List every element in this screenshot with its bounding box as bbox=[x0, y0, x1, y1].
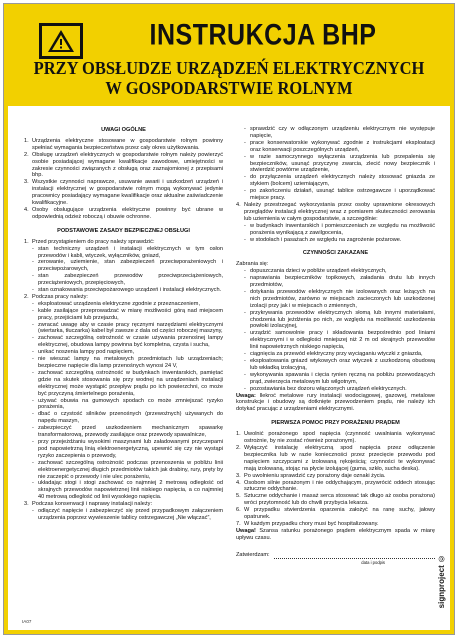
general-remarks-list bbox=[24, 138, 223, 221]
sign-header bbox=[8, 8, 450, 106]
note-text: Ilekroć metalowe rury instalacji wodociągowej, gazowej, metalowe konstrukcje i obudowy są dotknięte przewodzeniem prądu, nie należy ich dotykać pracując z urządzeniami elektrycznymi. bbox=[236, 392, 435, 413]
first-aid-list bbox=[236, 431, 435, 528]
dash-bullet: - bbox=[32, 307, 34, 314]
dash-bullet: - bbox=[244, 371, 246, 378]
numbered-item bbox=[236, 507, 435, 521]
final-note-text: Szansa ratunku porażonego prądem elektrycznym spada w miarę upływu czasu. bbox=[236, 527, 435, 541]
product-code: IA07 bbox=[22, 619, 32, 624]
item-number: 1. bbox=[24, 137, 29, 144]
first-aid-heading: PIERWSZA POMOC PRZY PORAŻENIU PRĄDEM bbox=[271, 420, 400, 427]
sub-item-text: zachować szczególną ostrożność w czasie używania przenośnej lampy elektrycznej, obudowa lampy powinna być kompletna, czysta i sucha, bbox=[38, 335, 223, 349]
basic-rules-list bbox=[24, 239, 223, 522]
inspection-item bbox=[236, 202, 435, 243]
sub-item-text: po zakończeniu działań, usunąć tablice ostrzegawcze i uporządkować miejsce pracy. bbox=[250, 188, 435, 202]
numbered-item bbox=[24, 294, 223, 301]
sub-item-text: kable zasilające przeprowadzać w miarę możliwości górą nad miejscem pracy, przejściami lub przejazdu, bbox=[38, 307, 223, 321]
item-text: Po uwolnieniu sprawdzić czy porażony daje oznaki życia. bbox=[244, 472, 386, 479]
item-number: 2. bbox=[236, 444, 241, 451]
sub-item bbox=[236, 154, 435, 175]
sub-item bbox=[236, 237, 435, 244]
dash-bullet: - bbox=[32, 508, 34, 515]
dash-bullet: - bbox=[32, 411, 34, 418]
sub-item-text: zabezpieczyć przed uszkodzeniem mechanicznym spawarkę transformatorową, przewody zasilające oraz przewody spawalnicze, bbox=[38, 425, 223, 439]
numbered-item bbox=[24, 138, 223, 152]
dash-bullet: - bbox=[244, 268, 246, 275]
dash-bullet: - bbox=[32, 259, 34, 266]
item-text: Obsługę urządzeń elektrycznych w gospodarstwie rolnym należy powierzyć osobie posiadającej wymagane kwalifikacje zawodowe, umiejętności w zakresie czynności związanych z obsługą oraz zaznajomionej z przepisami bhp. bbox=[32, 151, 223, 179]
sub-item-text: stan zabezpieczeń przewodów przeciwprzeciążeniowych, przeciążeniowych, przepięciowych, bbox=[38, 273, 223, 287]
sign-body bbox=[8, 106, 450, 608]
dash-bullet: - bbox=[244, 288, 246, 295]
sub-item bbox=[24, 322, 223, 336]
sub-item-text: zachować szczególną ostrożność w budynkach inwentarskich, pamiętać gdzie na skutek stosowania się przy wodnej na urządzeniach instalacji elektrycznej może wystąpić przepływ prądu po ich powierzchni, co może być przyczyną śmiertelnego porażenia, bbox=[38, 369, 223, 397]
numbered-item bbox=[236, 445, 435, 473]
signature-row bbox=[236, 552, 435, 559]
sub-item-text: dbać o czystość silników przenośnych (przewoźnych) używanych do napędu maszyn, bbox=[38, 411, 223, 425]
sub-item bbox=[24, 301, 223, 308]
numbered-item bbox=[24, 207, 223, 221]
sub-item bbox=[236, 386, 435, 393]
item-text: Należy przestrzegać wykorzystania przez osoby uprawnione okresowych przeglądów instalacji elektrycznej wraz z pomiarem skuteczności zerowania lub uziemienia w całym gospodarstwie, a szczególnie: bbox=[244, 201, 435, 222]
sub-item-text: zwracać uwagę aby w czasie pracy ręcznymi narzędziami elektrycznymi (wiertarka, tłuczarka) kabel był zawsze z dala od części roboczej maszyny, bbox=[38, 321, 223, 335]
item-text: Podczas pracy należy: bbox=[32, 293, 88, 300]
item-text: Wszystkie czynności naprawcze, usuwanie awarii i uszkodzeń urządzeń i instalacji elektrycznej w gospodarstwie rolnym mogą wykonywać jedynie pracownicy posiadający wymagane kwalifikacje oraz aktualne zaświadczenie kwalifikacyjne. bbox=[32, 179, 223, 207]
item-number: 7. bbox=[236, 520, 241, 527]
forbidden-intro: Zabrania się: bbox=[236, 261, 269, 268]
sub-item bbox=[24, 259, 223, 273]
item-number: 5. bbox=[236, 493, 241, 500]
sub-item-text: zerowanie, uziemienie, stan zabezpieczeń przeciwporażeniowych i przeciwpożarowych, bbox=[38, 259, 223, 273]
sub-item bbox=[236, 174, 435, 188]
sub-item-text: w budynkach inwentarskich i pomieszczeniach ze względu na możliwość porażenia wynikającą z zawilgocenia, bbox=[250, 222, 435, 236]
item-number: 3. bbox=[24, 501, 29, 508]
dash-bullet: - bbox=[32, 300, 34, 307]
sub-item bbox=[236, 351, 435, 358]
sub-item-text: naprawiania bezpieczników topikowych, załadania drutu lub innych przedmiotów, bbox=[250, 275, 435, 289]
final-note-label: Uwaga! bbox=[236, 527, 256, 534]
dash-bullet: - bbox=[244, 188, 246, 195]
dash-bullet: - bbox=[32, 335, 34, 342]
forbidden-actions-heading: CZYNNOŚCI ZAKAZANE bbox=[302, 250, 369, 257]
sub-item-text: używać obuwia na gumowych spodach co może zmniejszać ryzyko porażenia, bbox=[38, 397, 223, 411]
sub-item-text: układając stogi i stogi zachować co najmniej 2 metrową odległość od skrajnych przewodów napowietrznej linii niskiego napięcia, a co najmniej 40 metrową odległość od linii wysokiego napięcia. bbox=[38, 480, 223, 501]
safety-badge-icon bbox=[38, 22, 84, 60]
sub-item-text: dopuszczania dzieci w pobliże urządzeń elektrycznych, bbox=[250, 268, 387, 275]
item-number: 2. bbox=[24, 151, 29, 158]
numbered-item bbox=[236, 480, 435, 494]
general-remarks-heading: UWAGI OGÓLNE bbox=[101, 127, 146, 133]
item-number: 4. bbox=[24, 206, 29, 213]
item-number: 2. bbox=[24, 293, 29, 300]
sub-item-text: zachować szczególną ostrożność podczas przenoszenia w pobliżu linii elektroenergetycznej długich przedmiotów takich jak drabiny, rury, pręty by nie zaczepić o przewody i nie ulec porażeniu, bbox=[38, 459, 223, 480]
forbidden-note bbox=[236, 393, 435, 414]
sub-item-text: w razie samoczynnego wyłączenia urządzenia lub przepalenia się bezpieczników, usunąć przyczynę zwarcia, zlecić nowy bezpiecznik i stwierdzić powtórne urządzenie, bbox=[250, 153, 435, 174]
sub-item bbox=[236, 372, 435, 386]
sub-item-text: pozostawiania bez dozoru włączonych urządzeń elektrycznych. bbox=[250, 385, 407, 392]
sub-item bbox=[24, 273, 223, 287]
numbered-item bbox=[24, 179, 223, 207]
sub-item-text: ciągnięcia za przewód elektryczny przy wyciąganiu wtyczki z gniazda, bbox=[250, 351, 423, 358]
basic-rules-heading: PODSTAWOWE ZASADY BEZPIECZNEJ OBSŁUGI bbox=[57, 227, 190, 234]
final-note bbox=[236, 528, 435, 542]
sub-item bbox=[24, 356, 223, 370]
signature-caption: data i podpis bbox=[361, 559, 385, 565]
sub-item bbox=[24, 425, 223, 439]
numbered-item bbox=[24, 501, 223, 508]
dash-bullet: - bbox=[244, 174, 246, 181]
left-column bbox=[24, 126, 223, 522]
dash-bullet: - bbox=[244, 358, 246, 364]
dash-bullet: - bbox=[32, 459, 34, 466]
dash-bullet: - bbox=[32, 349, 34, 356]
item-text: W przypadku stwierdzenia oparzenia założyć na ranę suchy, jałowy opatrunek. bbox=[244, 507, 435, 521]
signature-label: Zatwierdzam: bbox=[236, 551, 270, 558]
item-text: W każdym przypadku chory musi być hospitalizowany. bbox=[244, 520, 379, 527]
dash-bullet: - bbox=[32, 245, 34, 252]
sub-item-text: prace konserwatorskie wykonywać zgodnie z instrukcjami eksploatacji oraz konserwacji poszczególnych urządzeń, bbox=[250, 139, 435, 153]
dash-bullet: - bbox=[32, 321, 34, 328]
sub-item-text: urządzić samowolnie pracy i składowania bezpośrednio pod liniami elektrycznymi i w odległości mniejszej niż 2 m od skrajnych przewodów linii napowietrznych niskiego napięcia, bbox=[250, 330, 435, 351]
item-text: Podczas konserwacji i naprawy instalacji należy: bbox=[32, 501, 153, 508]
sub-item-text: stan oznakowania przeciwpożarowego urządzeń i instalacji elektrycznych. bbox=[38, 287, 222, 294]
item-text: Osobom silnie porażonym i nie oddychającym, przywrócić oddech stosując sztuczne oddychanie. bbox=[244, 479, 435, 493]
item-text: Wyłączyć instalację elektryczną spod napięcia przez odłączenie bezpiecznika lub w razie konieczności przez przecięcie przewodu pod napięciem szczypcami z izolowaną rękojeścią; czynności te wykonywać mają izolowaną, stojąc na płycie izolującej (guma, szkło, sucha deska). bbox=[244, 444, 435, 472]
item-number: 3. bbox=[236, 472, 241, 479]
note-label: Uwaga: bbox=[236, 392, 256, 399]
numbered-item bbox=[236, 202, 435, 223]
brand-mark: signproject © bbox=[437, 553, 446, 608]
sub-item bbox=[24, 411, 223, 425]
sub-item-text: przy przejeżdżaniu wysokimi maszynami lub załadowanymi przyczepami pod napowietrzną linią elektroenergetyczną, upewnić się czy nie wystąpi ryzyko zaczepienia o przewody, bbox=[38, 438, 223, 459]
sub-item-text: odłączyć napięcie i zabezpieczyć się przed przypadkowym załączeniem urządzenia poprzez wywieszenie tablicy ostrzegawczej „Nie włączać”, bbox=[38, 508, 223, 521]
numbered-item bbox=[236, 521, 435, 528]
numbered-item bbox=[24, 152, 223, 180]
sub-item bbox=[24, 287, 223, 294]
sub-item bbox=[236, 310, 435, 331]
dash-bullet: - bbox=[244, 330, 246, 337]
item-number: 1. bbox=[236, 431, 241, 438]
item-number: 3. bbox=[24, 179, 29, 186]
dash-bullet: - bbox=[244, 126, 246, 132]
dash-bullet: - bbox=[244, 275, 246, 282]
item-number: 4. bbox=[236, 479, 241, 486]
sub-item bbox=[236, 275, 435, 289]
maintenance-continued-list bbox=[236, 126, 435, 202]
signature-line bbox=[274, 553, 435, 559]
sub-item bbox=[24, 439, 223, 460]
sub-item bbox=[24, 480, 223, 501]
item-number: 4. bbox=[236, 201, 241, 208]
right-column bbox=[236, 126, 435, 566]
dash-bullet: - bbox=[32, 480, 34, 487]
dash-bullet: - bbox=[32, 287, 34, 294]
sub-item-text: nie wieszać lampy na metalowych przedmiotach lub urządzeniach; bezpieczne napięcie dla lamp przenośnych wynosi 24 V, bbox=[38, 356, 223, 369]
sub-item bbox=[24, 246, 223, 260]
sub-item-text: przykrywania przewodów elektrycznych słomą lub innymi materiałami, chodzenia lub jeżdżenia po nich, ze względu na możliwość uszkodzenia powłoki izolacyjnej, bbox=[250, 309, 435, 330]
sub-item-text: w stodołach i pasażach ze względu na zagrożenie pożarowe. bbox=[250, 236, 402, 243]
dash-bullet: - bbox=[244, 385, 246, 392]
numbered-item bbox=[236, 473, 435, 480]
sub-item bbox=[24, 335, 223, 349]
numbered-item bbox=[236, 431, 435, 445]
dash-bullet: - bbox=[32, 438, 34, 445]
sub-item bbox=[236, 140, 435, 154]
sign-title: INSTRUKCJA BHP bbox=[149, 18, 377, 52]
sub-item bbox=[236, 268, 435, 275]
numbered-item bbox=[236, 493, 435, 507]
sub-item-text: wykonywania spawania i cięcia rynien ręczną na pobliżu przewodzących prąd, zwierzęcia metalowym lub wilgotnym, bbox=[250, 371, 435, 385]
sub-item bbox=[24, 370, 223, 398]
dash-bullet: - bbox=[244, 309, 246, 316]
sub-item-text: sprawdzić czy w odłączonym urządzeniu elektrycznym nie występuje napięcie, bbox=[250, 126, 435, 139]
dash-bullet: - bbox=[32, 425, 34, 432]
sub-item-text: stan techniczny urządzeń i instalacji elektrycznych w tym osłon przewodów i kabli, wtyczek, wyłączników, gniazd, bbox=[38, 245, 223, 259]
item-text: Przed przystąpieniem do pracy należy sprawdzić: bbox=[32, 238, 155, 245]
dash-bullet: - bbox=[244, 236, 246, 243]
sub-item bbox=[236, 289, 435, 310]
sub-item bbox=[236, 358, 435, 372]
item-text: Osoby obsługujące urządzenia elektryczne powinny być ubrane w odpowiednią odzież roboczą i obuwie ochronne. bbox=[32, 206, 223, 220]
item-number: 6. bbox=[236, 507, 241, 514]
dash-bullet: - bbox=[32, 273, 34, 280]
dash-bullet: - bbox=[244, 222, 246, 229]
dash-bullet: - bbox=[244, 153, 246, 160]
item-text: Sztuczne oddychanie i masaż serca stosować tak długo aż osoba porażona) wróci przytomność lub do chwili przybycia lekarza. bbox=[244, 493, 435, 507]
sub-item bbox=[236, 223, 435, 237]
sub-item bbox=[24, 349, 223, 356]
bhp-instruction-sign bbox=[4, 4, 454, 634]
sub-item bbox=[24, 460, 223, 481]
item-number: 1. bbox=[24, 238, 29, 245]
forbidden-actions-list bbox=[236, 268, 435, 392]
dash-bullet: - bbox=[32, 369, 34, 376]
item-text: Uwolnić porażonego spod napięcia (czynność uwalniania wykonywać ostrożnie, by nie zostać również porażonym). bbox=[244, 431, 435, 445]
sub-item bbox=[236, 330, 435, 351]
sub-item bbox=[24, 398, 223, 412]
dash-bullet: - bbox=[244, 139, 246, 146]
dash-bullet: - bbox=[32, 397, 34, 404]
dash-bullet: - bbox=[244, 351, 246, 358]
sub-item-text: eksploatować urządzenia elektryczne zgodnie z przeznaczeniem, bbox=[38, 300, 200, 307]
sub-item bbox=[236, 126, 435, 140]
sub-item-text: unikać noszenia lampy pod napięciem, bbox=[38, 349, 135, 356]
item-text: Urządzenia elektryczne stosowane w gospodarstwie rolnym powinny spełniać wymagania bezpieczeństwa przez cały okres użytkowania. bbox=[32, 137, 223, 151]
sign-subtitle-line1: PRZY OBSŁUDZE URZĄDZEŃ ELEKTRYCZNYCH bbox=[33, 58, 425, 79]
sub-item bbox=[24, 508, 223, 522]
sub-item bbox=[24, 308, 223, 322]
sub-item-text: eksploatowania gniazd wtykowych oraz wtyczek z uszkodzoną obudową lub wkładką izolacyjną, bbox=[250, 358, 435, 371]
dash-bullet: - bbox=[32, 356, 34, 363]
numbered-item bbox=[24, 239, 223, 246]
sub-item-text: do przyłączenia urządzeń elektrycznych należy stosować gniazda ze stykiem (bolcem) uziemiającym, bbox=[250, 174, 435, 188]
sub-item bbox=[236, 188, 435, 202]
sub-item-text: dotykania przewodów elektrycznych nie izolowanych oraz leżących na nich przedmiotów, zarówno w miejscach zacieczonych lub uszkodzonej izolacji przy jak i w miejscach o zmiennych, bbox=[250, 288, 435, 309]
sign-subtitle-line2: W GOSPODARSTWIE ROLNYM bbox=[105, 78, 353, 99]
